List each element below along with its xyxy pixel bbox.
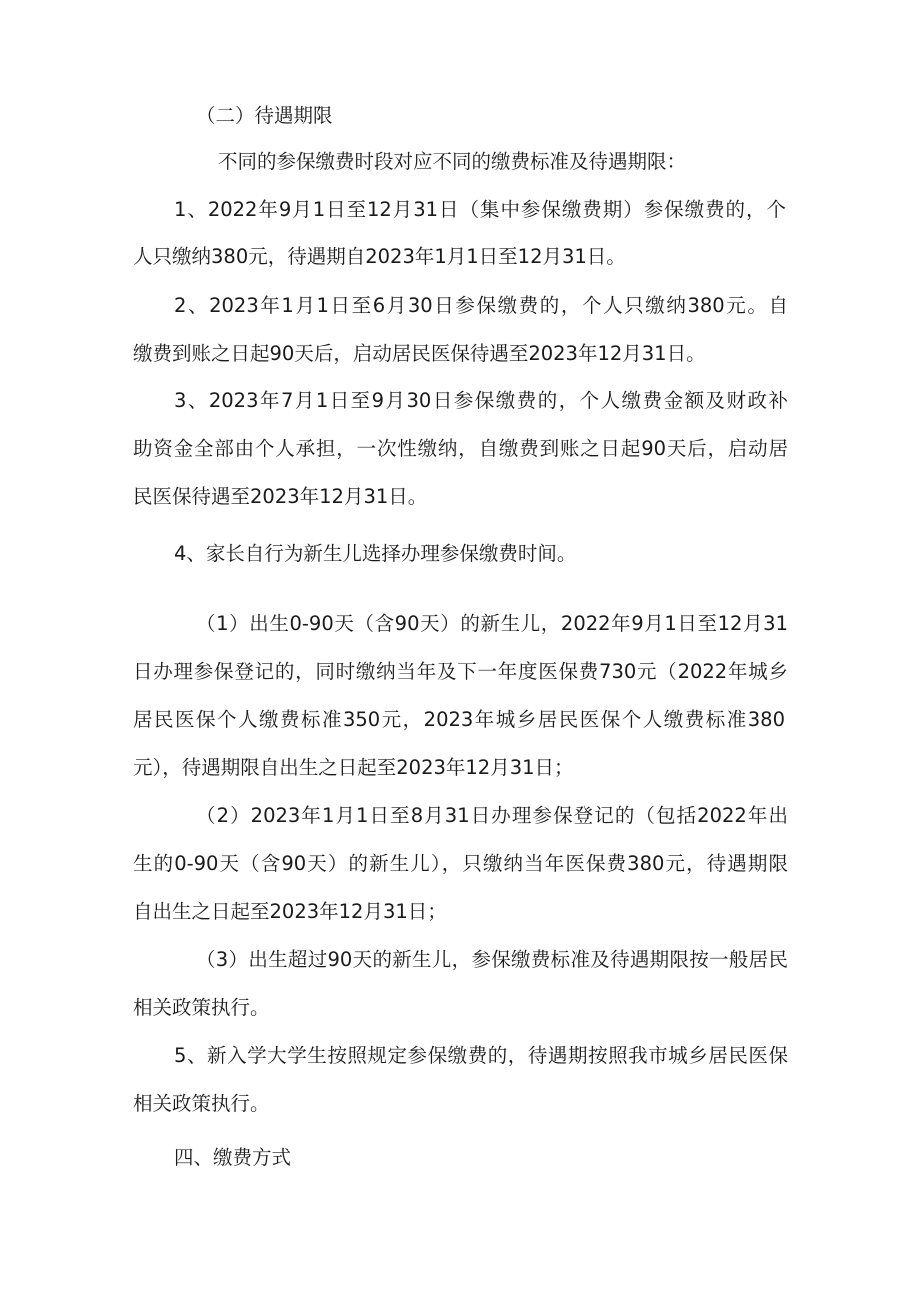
sub1-line1: （1）出生0-90天（含90天）的新生儿，2022年9月1日至12月31 (196, 612, 788, 635)
sub2-line3: 自出生之日起至2023年12月31日； (133, 900, 447, 923)
item4-line1: 4、家长自行为新生儿选择办理参保缴费时间。 (174, 542, 577, 565)
sub3-line1: （3）出生超过90天的新生儿，参保缴费标准及待遇期限按一般居民 (196, 948, 788, 971)
sub1-line2: 日办理参保登记的，同时缴纳当年及下一年度医保费730元（2022年城乡 (133, 660, 788, 683)
next-section-heading: 四、缴费方式 (174, 1146, 292, 1169)
sub2-line1: （2）2023年1月1日至8月31日办理参保登记的（包括2022年出 (196, 804, 788, 827)
item2-line1: 2、2023年1月1日至6月30日参保缴费的，个人只缴纳380元。自 (174, 294, 788, 317)
sub1-line3: 居民医保个人缴费标准350元，2023年城乡居民医保个人缴费标准380 (133, 708, 785, 731)
item5-line1: 5、新入学大学生按照规定参保缴费的，待遇期按照我市城乡居民医保 (174, 1044, 788, 1067)
item3-line3: 民医保待遇至2023年12月31日。 (133, 485, 428, 508)
section-heading: （二）待遇期限 (196, 104, 333, 127)
item1-line2: 人只缴纳380元，待遇期自2023年1月1日至12月31日。 (133, 245, 626, 268)
sub2-line2: 生的0-90天（含90天）的新生儿），只缴纳当年医保费380元，待遇期限 (133, 852, 788, 875)
item3-line1: 3、2023年7月1日至9月30日参保缴费的，个人缴费金额及财政补 (174, 389, 788, 412)
item2-line2: 缴费到账之日起90天后，启动居民医保待遇至2023年12月31日。 (133, 342, 706, 365)
item1-line1: 1、2022年9月1日至12月31日（集中参保缴费期）参保缴费的，个 (174, 198, 786, 221)
sub1-line4: 元），待遇期限自出生之日起至2023年12月31日； (133, 756, 574, 779)
sub3-line2: 相关政策执行。 (133, 996, 270, 1019)
intro-paragraph: 不同的参保缴费时段对应不同的缴费标准及待遇期限： (218, 150, 687, 173)
item3-line2: 助资金全部由个人承担，一次性缴纳，自缴费到账之日起90天后，启动居 (133, 437, 788, 460)
item5-line2: 相关政策执行。 (133, 1092, 270, 1115)
